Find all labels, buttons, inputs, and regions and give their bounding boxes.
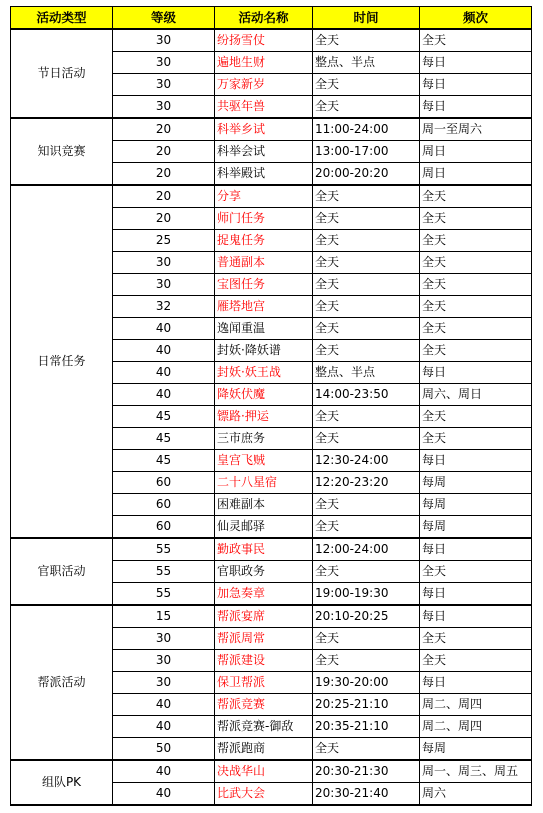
level-cell: 20 bbox=[113, 185, 215, 208]
level-cell: 40 bbox=[113, 760, 215, 783]
level-cell: 55 bbox=[113, 583, 215, 606]
time-cell: 13:00-17:00 bbox=[313, 141, 420, 163]
frequency-cell: 全天 bbox=[420, 185, 532, 208]
activity-name-cell: 封妖·降妖谱 bbox=[215, 340, 313, 362]
time-cell: 全天 bbox=[313, 561, 420, 583]
frequency-cell: 全天 bbox=[420, 628, 532, 650]
activity-name-cell: 加急奏章 bbox=[215, 583, 313, 606]
table-row bbox=[11, 118, 532, 141]
level-cell: 30 bbox=[113, 96, 215, 119]
level-cell: 20 bbox=[113, 208, 215, 230]
table-body bbox=[11, 29, 532, 805]
frequency-cell: 全天 bbox=[420, 252, 532, 274]
header-row bbox=[11, 7, 532, 30]
time-cell: 全天 bbox=[313, 252, 420, 274]
time-cell: 全天 bbox=[313, 406, 420, 428]
frequency-cell: 全天 bbox=[420, 274, 532, 296]
time-cell: 整点、半点 bbox=[313, 362, 420, 384]
activity-type-cell: 帮派活动 bbox=[11, 605, 113, 760]
level-cell: 15 bbox=[113, 605, 215, 628]
frequency-cell: 周二、周四 bbox=[420, 716, 532, 738]
activity-type-cell: 组队PK bbox=[11, 760, 113, 805]
frequency-cell: 全天 bbox=[420, 296, 532, 318]
activity-name-cell: 普通副本 bbox=[215, 252, 313, 274]
level-cell: 60 bbox=[113, 494, 215, 516]
level-cell: 32 bbox=[113, 296, 215, 318]
level-cell: 40 bbox=[113, 362, 215, 384]
level-cell: 45 bbox=[113, 406, 215, 428]
header-time: 时间 bbox=[313, 7, 420, 30]
time-cell: 全天 bbox=[313, 318, 420, 340]
time-cell: 全天 bbox=[313, 230, 420, 252]
activity-name-cell: 封妖·妖王战 bbox=[215, 362, 313, 384]
frequency-cell: 全天 bbox=[420, 208, 532, 230]
activity-name-cell: 帮派竞赛 bbox=[215, 694, 313, 716]
activity-type-cell: 节日活动 bbox=[11, 29, 113, 118]
time-cell: 全天 bbox=[313, 274, 420, 296]
level-cell: 40 bbox=[113, 716, 215, 738]
activity-name-cell: 皇宫飞贼 bbox=[215, 450, 313, 472]
activity-name-cell: 共驱年兽 bbox=[215, 96, 313, 119]
header-frequency: 频次 bbox=[420, 7, 532, 30]
frequency-cell: 全天 bbox=[420, 318, 532, 340]
activity-name-cell: 分享 bbox=[215, 185, 313, 208]
level-cell: 30 bbox=[113, 274, 215, 296]
activity-name-cell: 困难副本 bbox=[215, 494, 313, 516]
level-cell: 30 bbox=[113, 672, 215, 694]
activity-schedule-table bbox=[10, 6, 532, 806]
level-cell: 30 bbox=[113, 74, 215, 96]
activity-name-cell: 帮派跑商 bbox=[215, 738, 313, 761]
level-cell: 25 bbox=[113, 230, 215, 252]
time-cell: 全天 bbox=[313, 738, 420, 761]
frequency-cell: 周一至周六 bbox=[420, 118, 532, 141]
time-cell: 整点、半点 bbox=[313, 52, 420, 74]
activity-name-cell: 仙灵邮驿 bbox=[215, 516, 313, 539]
header-level: 等级 bbox=[113, 7, 215, 30]
frequency-cell: 每周 bbox=[420, 738, 532, 761]
header-activity-type: 活动类型 bbox=[11, 7, 113, 30]
time-cell: 20:00-20:20 bbox=[313, 163, 420, 186]
frequency-cell: 每日 bbox=[420, 605, 532, 628]
time-cell: 20:30-21:40 bbox=[313, 783, 420, 806]
time-cell: 20:10-20:25 bbox=[313, 605, 420, 628]
activity-name-cell: 勤政事民 bbox=[215, 538, 313, 561]
time-cell: 全天 bbox=[313, 628, 420, 650]
time-cell: 全天 bbox=[313, 296, 420, 318]
level-cell: 40 bbox=[113, 318, 215, 340]
level-cell: 30 bbox=[113, 252, 215, 274]
frequency-cell: 全天 bbox=[420, 406, 532, 428]
activity-name-cell: 科举殿试 bbox=[215, 163, 313, 186]
level-cell: 40 bbox=[113, 384, 215, 406]
level-cell: 55 bbox=[113, 538, 215, 561]
frequency-cell: 全天 bbox=[420, 650, 532, 672]
time-cell: 全天 bbox=[313, 340, 420, 362]
time-cell: 全天 bbox=[313, 96, 420, 119]
level-cell: 20 bbox=[113, 141, 215, 163]
activity-name-cell: 二十八星宿 bbox=[215, 472, 313, 494]
level-cell: 30 bbox=[113, 628, 215, 650]
time-cell: 20:25-21:10 bbox=[313, 694, 420, 716]
frequency-cell: 每日 bbox=[420, 672, 532, 694]
table-row bbox=[11, 538, 532, 561]
activity-name-cell: 万家新岁 bbox=[215, 74, 313, 96]
frequency-cell: 每日 bbox=[420, 450, 532, 472]
time-cell: 全天 bbox=[313, 208, 420, 230]
activity-name-cell: 三市庶务 bbox=[215, 428, 313, 450]
activity-type-cell: 官职活动 bbox=[11, 538, 113, 605]
frequency-cell: 全天 bbox=[420, 561, 532, 583]
activity-name-cell: 遍地生财 bbox=[215, 52, 313, 74]
time-cell: 20:30-21:30 bbox=[313, 760, 420, 783]
frequency-cell: 每日 bbox=[420, 538, 532, 561]
frequency-cell: 每日 bbox=[420, 52, 532, 74]
frequency-cell: 全天 bbox=[420, 428, 532, 450]
level-cell: 45 bbox=[113, 450, 215, 472]
frequency-cell: 每日 bbox=[420, 362, 532, 384]
activity-name-cell: 帮派周常 bbox=[215, 628, 313, 650]
time-cell: 全天 bbox=[313, 74, 420, 96]
frequency-cell: 周一、周三、周五 bbox=[420, 760, 532, 783]
level-cell: 20 bbox=[113, 163, 215, 186]
level-cell: 30 bbox=[113, 29, 215, 52]
activity-name-cell: 比武大会 bbox=[215, 783, 313, 806]
level-cell: 45 bbox=[113, 428, 215, 450]
level-cell: 60 bbox=[113, 472, 215, 494]
activity-name-cell: 师门任务 bbox=[215, 208, 313, 230]
activity-name-cell: 帮派宴席 bbox=[215, 605, 313, 628]
time-cell: 11:00-24:00 bbox=[313, 118, 420, 141]
level-cell: 50 bbox=[113, 738, 215, 761]
time-cell: 12:30-24:00 bbox=[313, 450, 420, 472]
time-cell: 全天 bbox=[313, 428, 420, 450]
frequency-cell: 周六、周日 bbox=[420, 384, 532, 406]
activity-name-cell: 决战华山 bbox=[215, 760, 313, 783]
table-row bbox=[11, 29, 532, 52]
frequency-cell: 每周 bbox=[420, 472, 532, 494]
activity-name-cell: 科举乡试 bbox=[215, 118, 313, 141]
time-cell: 全天 bbox=[313, 516, 420, 539]
activity-name-cell: 逸闻重温 bbox=[215, 318, 313, 340]
frequency-cell: 每日 bbox=[420, 74, 532, 96]
time-cell: 14:00-23:50 bbox=[313, 384, 420, 406]
time-cell: 12:20-23:20 bbox=[313, 472, 420, 494]
level-cell: 30 bbox=[113, 650, 215, 672]
frequency-cell: 全天 bbox=[420, 340, 532, 362]
table-row bbox=[11, 605, 532, 628]
activity-type-cell: 日常任务 bbox=[11, 185, 113, 538]
activity-name-cell: 雁塔地宫 bbox=[215, 296, 313, 318]
frequency-cell: 每周 bbox=[420, 494, 532, 516]
frequency-cell: 全天 bbox=[420, 230, 532, 252]
activity-name-cell: 帮派建设 bbox=[215, 650, 313, 672]
level-cell: 55 bbox=[113, 561, 215, 583]
activity-name-cell: 镖路·押运 bbox=[215, 406, 313, 428]
time-cell: 全天 bbox=[313, 650, 420, 672]
time-cell: 19:30-20:00 bbox=[313, 672, 420, 694]
activity-name-cell: 纷扬雪仗 bbox=[215, 29, 313, 52]
activity-name-cell: 帮派竞赛-御敌 bbox=[215, 716, 313, 738]
level-cell: 20 bbox=[113, 118, 215, 141]
level-cell: 40 bbox=[113, 783, 215, 806]
time-cell: 12:00-24:00 bbox=[313, 538, 420, 561]
level-cell: 60 bbox=[113, 516, 215, 539]
table-row bbox=[11, 760, 532, 783]
level-cell: 40 bbox=[113, 340, 215, 362]
time-cell: 20:35-21:10 bbox=[313, 716, 420, 738]
frequency-cell: 每周 bbox=[420, 516, 532, 539]
level-cell: 30 bbox=[113, 52, 215, 74]
level-cell: 40 bbox=[113, 694, 215, 716]
activity-name-cell: 保卫帮派 bbox=[215, 672, 313, 694]
activity-name-cell: 官职政务 bbox=[215, 561, 313, 583]
activity-type-cell: 知识竞赛 bbox=[11, 118, 113, 185]
activity-name-cell: 捉鬼任务 bbox=[215, 230, 313, 252]
frequency-cell: 周日 bbox=[420, 163, 532, 186]
frequency-cell: 全天 bbox=[420, 29, 532, 52]
activity-name-cell: 科举会试 bbox=[215, 141, 313, 163]
time-cell: 全天 bbox=[313, 494, 420, 516]
frequency-cell: 周日 bbox=[420, 141, 532, 163]
frequency-cell: 每日 bbox=[420, 96, 532, 119]
time-cell: 全天 bbox=[313, 185, 420, 208]
frequency-cell: 每日 bbox=[420, 583, 532, 606]
time-cell: 19:00-19:30 bbox=[313, 583, 420, 606]
header-activity-name: 活动名称 bbox=[215, 7, 313, 30]
table-row bbox=[11, 185, 532, 208]
activity-name-cell: 降妖伏魔 bbox=[215, 384, 313, 406]
frequency-cell: 周二、周四 bbox=[420, 694, 532, 716]
time-cell: 全天 bbox=[313, 29, 420, 52]
activity-name-cell: 宝图任务 bbox=[215, 274, 313, 296]
frequency-cell: 周六 bbox=[420, 783, 532, 806]
